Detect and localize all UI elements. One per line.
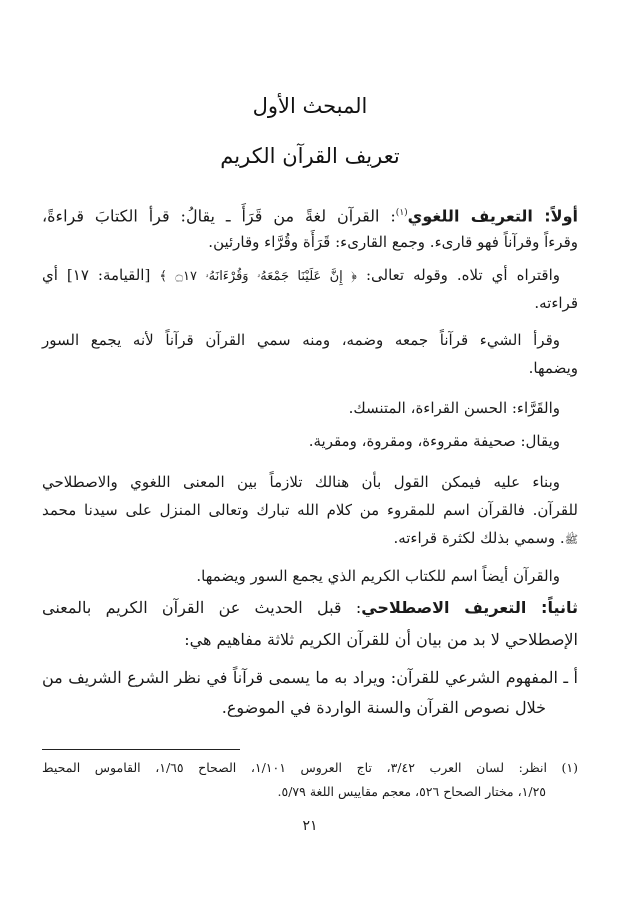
quran-verse: ﴿ إِنَّ عَلَيْنَا جَمْعَهُۥ وَقُرْءَانَهُۥ ۝١٧ ﴾ xyxy=(159,269,357,284)
paragraph-technical-definition-line-1 xyxy=(42,598,578,618)
chapter-title: تعريف القرآن الكريم xyxy=(220,144,400,168)
text: واقتراه أي تلاه. وقوله تعالى: xyxy=(365,266,560,284)
footnote-1-line-2: ١/٢٥، مختار الصحاح ٥٢٦، معجم مقاييس اللغة ٥/٧٩. xyxy=(277,784,546,799)
paragraph-technical-definition-line-2: الإصطلاحي لا بد من بيان أن للقرآن الكريم ثلاثة مفاهيم هي: xyxy=(184,630,578,649)
paragraph-correlation-line-2: للقرآن. فالقرآن اسم للمقروء من كلام الله تبارك وتعالى المنزل على سيدنا محمد xyxy=(42,501,578,519)
page-number: ٢١ xyxy=(302,818,318,834)
paragraph-sharia-concept-line-2: خلال نصوص القرآن والسنة الواردة في الموضوع. xyxy=(221,698,546,717)
paragraph-qarra: والقَرَّاء: الحسن القراءة، المتنسك. xyxy=(348,399,560,417)
verse-citation: [القيامة: ١٧] أي xyxy=(42,266,151,284)
text: . وسمي بذلك لكثرة قراءته. xyxy=(393,529,565,547)
paragraph-gathering-line-1: وقرأ الشيء قرآناً جمعه وضمه، ومنه سمي القرآن قرآناً لأنه يجمع السور xyxy=(42,331,560,349)
paragraph-sharia-concept-line-1: أ ـ المفهوم الشرعي للقرآن: ويراد به ما يسمى قرآناً في نظر الشرع الشريف من xyxy=(42,668,578,687)
text: : القرآن لغةً من قَرَأَ ـ يقالُ: قرأ الكتابَ قراءةً، xyxy=(42,206,396,226)
paragraph-gathering-line-2: ويضمها. xyxy=(528,359,578,377)
paragraph-linguistic-definition-line-2: وقرءاً وقرآناً فهو قارىء. وجمع القارىء: قَرَأَة وقُرَّاء وقارئين. xyxy=(208,233,578,251)
salawat-glyph: ﷺ xyxy=(564,533,578,546)
paragraph-linguistic-definition-line-1 xyxy=(42,203,578,226)
footnote-ref[interactable]: (١) xyxy=(395,208,408,218)
paragraph-verse-line-1 xyxy=(42,265,560,287)
technical-definition-label: ثانياً: التعريف الاصطلاحي xyxy=(361,598,579,617)
paragraph-also-name: والقرآن أيضاً اسم للكتاب الكريم الذي يجمع السور ويضمها. xyxy=(196,567,560,585)
paragraph-sahifa: ويقال: صحيفة مقروءة، ومقروة، ومقرية. xyxy=(308,432,560,450)
section-heading: المبحث الأول xyxy=(252,94,368,118)
paragraph-correlation-line-1: وبناء عليه فيمكن القول بأن هنالك تلازماً بين المعنى اللغوي والاصطلاحي xyxy=(42,473,560,491)
linguistic-definition-label: أولاً: التعريف اللغوي xyxy=(407,206,579,226)
footnote-separator xyxy=(42,749,240,750)
paragraph-verse-line-2: قراءته. xyxy=(534,294,578,312)
footnote-1-line-1: (١) انظر: لسان العرب ٣/٤٢، تاج العروس ١/١٠١، الصحاح ١/٦٥، القاموس المحيط xyxy=(42,760,578,775)
paragraph-correlation-line-3 xyxy=(42,528,578,550)
text: : قبل الحديث عن القرآن الكريم بالمعنى xyxy=(42,598,362,617)
